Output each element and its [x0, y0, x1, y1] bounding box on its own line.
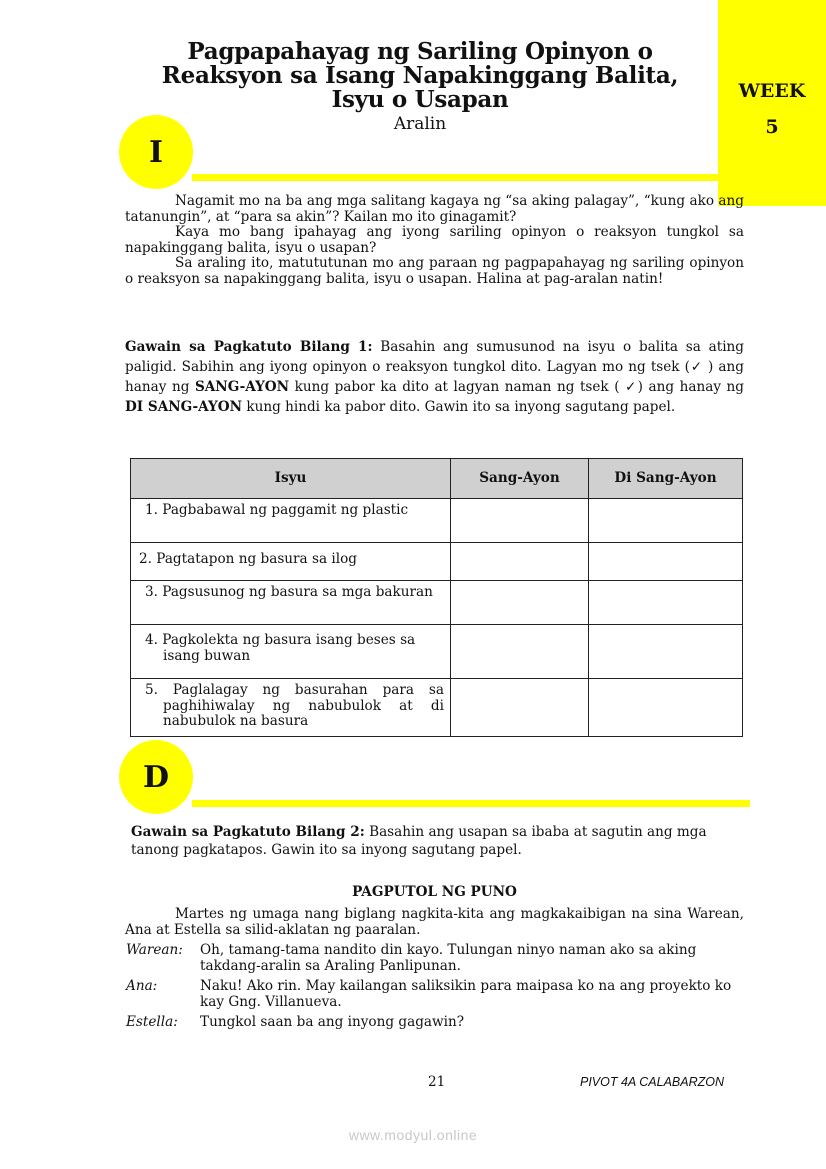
sang-ayon-cell[interactable] — [451, 543, 589, 581]
di-sang-ayon-cell[interactable] — [589, 581, 743, 625]
sang-ayon-cell[interactable] — [451, 499, 589, 543]
issues-table — [130, 458, 743, 737]
issue-text: 3. Pagsusunog ng basura sa mga bakuran — [145, 584, 433, 600]
activity2-text: Basahin ang usapan sa ibaba at sagutin ang mga tanong pagkatapos. Gawin ito sa inyong sagutang papel. — [131, 824, 707, 858]
issue-text: 1. Pagbabawal ng paggamit ng plastic — [145, 502, 409, 518]
activity2-instructions — [131, 823, 751, 859]
activity1-instructions — [125, 337, 744, 417]
table-row — [131, 581, 743, 625]
section-i-divider — [192, 174, 718, 181]
intro-paragraph: Sa araling ito, matututunan mo ang paraan ng pagpapahayag ng sariling opinyon o reaksyon sa napakinggang balita, isyu o usapan. Halina at pag-aralan natin! — [125, 255, 744, 287]
sang-ayon-cell[interactable] — [451, 679, 589, 737]
di-sang-ayon-cell[interactable] — [589, 499, 743, 543]
section-d-badge: D — [119, 740, 193, 814]
week-number: 5 — [765, 116, 779, 138]
dialogue-line — [126, 942, 746, 974]
column-header-isyu: Isyu — [131, 459, 451, 499]
di-sang-ayon-cell[interactable] — [589, 543, 743, 581]
footer-series: PIVOT 4A CALABARZON — [580, 1075, 725, 1089]
activity1-label: Gawain sa Pagkatuto Bilang 1: — [125, 339, 373, 355]
activity2-label: Gawain sa Pagkatuto Bilang 2: — [131, 824, 365, 840]
table-header-row — [131, 459, 743, 499]
activity1-text: kung hindi ka pabor dito. Gawin ito sa inyong sagutang papel. — [242, 399, 676, 415]
dialogue-text: Oh, tamang-tama nandito din kayo. Tulungan ninyo naman ako sa aking takdang-aralin sa Araling Panlipunan. — [200, 942, 697, 974]
intro-paragraph: Nagamit mo na ba ang mga salitang kagaya ng “sa aking palagay”, “kung ako ang tatanungin”, at “para sa akin”? Kailan mo ito ginagamit? — [125, 193, 744, 225]
story-title: PAGPUTOL NG PUNO — [352, 884, 517, 900]
activity1-text: kung pabor ka dito at lagyan naman ng tsek ( ✓) ang hanay ng — [289, 379, 744, 395]
lesson-title: Pagpapahayag ng Sariling Opinyon o Reaksyon sa Isang Napakinggang Balita, Isyu o Usapan — [161, 38, 679, 113]
dialogue-line — [126, 1014, 746, 1030]
dialogue — [126, 942, 746, 1030]
column-header-di-sang-ayon: Di Sang-Ayon — [589, 459, 743, 499]
lesson-subtitle: Aralin — [393, 114, 447, 134]
table-row — [131, 679, 743, 737]
speaker: Warean: — [126, 942, 183, 958]
table-row — [131, 499, 743, 543]
table-row — [131, 543, 743, 581]
section-d-divider — [192, 800, 750, 807]
sang-ayon-cell[interactable] — [451, 625, 589, 679]
dialogue-text: Naku! Ako rin. May kailangan saliksikin para maipasa ko na ang proyekto ko kay Gng. Villanueva. — [200, 978, 732, 1010]
activity1-text: Basahin ang sumusunod na isyu o balita sa ating paligid. Sabihin ang iyong opinyon o reaksyon tungkol dito. Lagyan mo ng tsek (✓ ) ang hanay ng — [125, 339, 744, 395]
week-label: WEEK — [738, 80, 806, 102]
week-badge — [718, 0, 826, 206]
intro-paragraph: Kaya mo bang ipahayag ang iyong sariling opinyon o reaksyon tungkol sa napakinggang balita, isyu o usapan? — [125, 224, 744, 256]
intro-text — [125, 194, 744, 288]
column-header-sang-ayon: Sang-Ayon — [451, 459, 589, 499]
dialogue-line — [126, 978, 746, 1010]
page-number: 21 — [428, 1074, 446, 1090]
di-sang-ayon-emphasis: DI SANG-AYON — [125, 399, 243, 415]
table-row — [131, 625, 743, 679]
watermark: www.modyul.online — [348, 1127, 478, 1143]
issue-text: 4. Pagkolekta ng basura isang beses sa isang buwan — [145, 632, 416, 664]
sang-ayon-emphasis: SANG-AYON — [194, 379, 290, 395]
sang-ayon-cell[interactable] — [451, 581, 589, 625]
section-i-badge: I — [119, 115, 193, 189]
speaker: Estella: — [126, 1014, 178, 1030]
di-sang-ayon-cell[interactable] — [589, 625, 743, 679]
issue-text: 5. Paglalagay ng basurahan para sa paghihiwalay ng nabubulok at di nabubulok na basura — [145, 682, 444, 729]
di-sang-ayon-cell[interactable] — [589, 679, 743, 737]
story-intro: Martes ng umaga nang biglang nagkita-kita ang magkakaibigan na sina Warean, Ana at Estella sa silid-aklatan ng paaralan. — [125, 906, 744, 938]
speaker: Ana: — [126, 978, 158, 994]
dialogue-text: Tungkol saan ba ang inyong gagawin? — [200, 1014, 465, 1030]
issue-text: 2. Pagtatapon ng basura sa ilog — [139, 551, 357, 567]
